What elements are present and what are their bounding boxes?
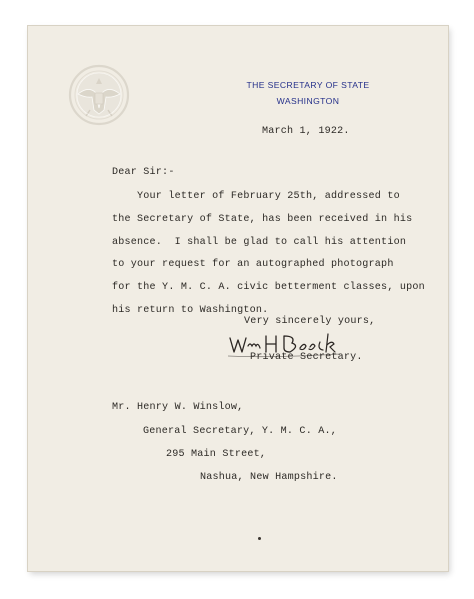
paper-speck: [258, 537, 261, 540]
recipient-title: General Secretary, Y. M. C. A.,: [143, 426, 337, 437]
signer-title: Private Secretary.: [250, 352, 363, 363]
body-line: for the Y. M. C. A. civic betterment classes, upon: [112, 282, 425, 294]
body-line: his return to Washington.: [112, 304, 269, 316]
body-line: to your request for an autographed photograph: [112, 259, 394, 271]
recipient-name: Mr. Henry W. Winslow,: [112, 402, 244, 413]
letter-body: [112, 186, 425, 323]
salutation: Dear Sir:-: [112, 167, 175, 178]
body-line: the Secretary of State, has been received in his: [112, 213, 413, 225]
recipient-street: 295 Main Street,: [166, 449, 267, 460]
letterhead-title: THE SECRETARY OF STATE: [246, 80, 370, 90]
letter-date: March 1, 1922.: [262, 126, 350, 137]
body-line: Your letter of February 25th, addressed to: [112, 191, 400, 202]
body-line: absence. I shall be glad to call his attention: [112, 236, 407, 248]
great-seal-icon: [68, 64, 130, 126]
letterhead-city: WASHINGTON: [276, 96, 340, 106]
closing: Very sincerely yours,: [244, 316, 376, 327]
letterhead: [243, 77, 373, 109]
recipient-city: Nashua, New Hampshire.: [200, 472, 338, 483]
